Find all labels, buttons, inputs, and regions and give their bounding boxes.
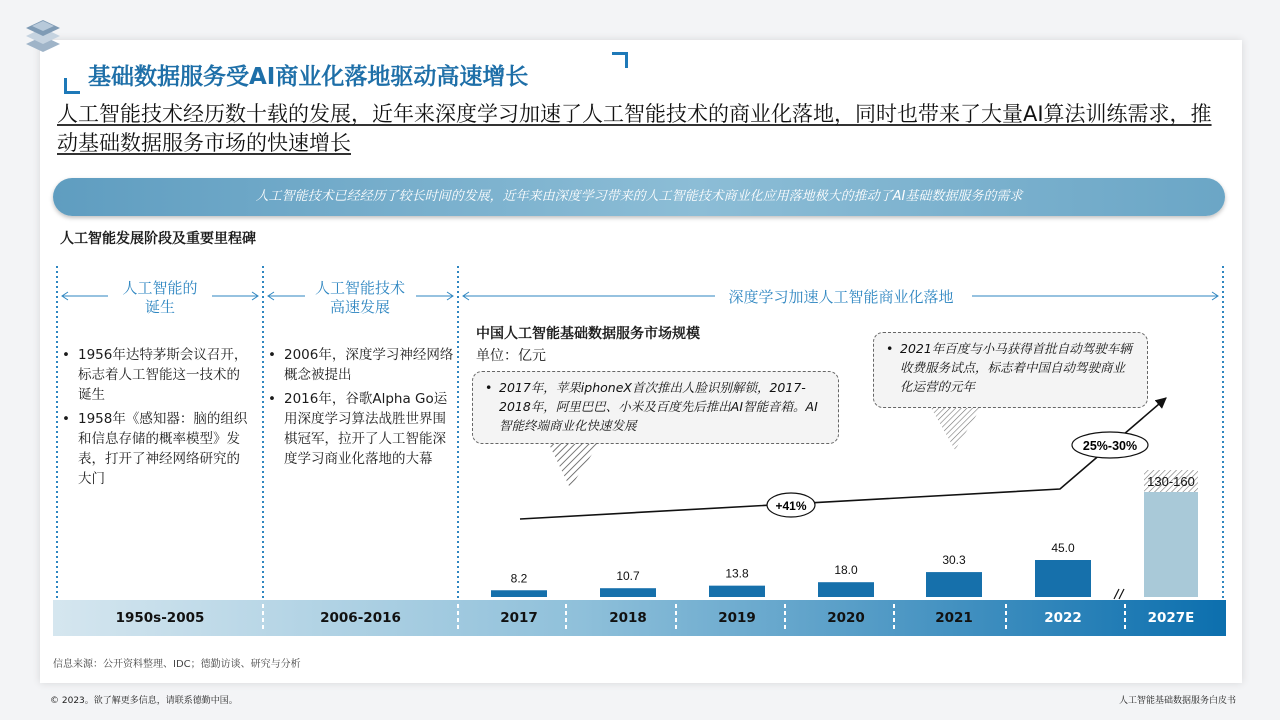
callout-left: • 2017年，苹果iphoneX首次推出人脸识别解锁，2017-2018年，阿里巴巴、小米及百度先后推出AI智能音箱。AI智能终端商业化快速发展 bbox=[472, 371, 839, 444]
bar-value-label: 13.8 bbox=[725, 566, 749, 581]
era-2-label: 人工智能技术 高速发展 bbox=[314, 279, 405, 316]
bar-value-label: 130-160 bbox=[1147, 474, 1195, 489]
footer-doc-title: 人工智能基础数据服务白皮书 bbox=[1118, 696, 1236, 706]
x-tick-label-2018: 2018 bbox=[609, 610, 647, 626]
bar-value-label: 8.2 bbox=[510, 571, 528, 586]
era-3-label: 深度学习加速人工智能商业化落地 bbox=[728, 288, 954, 306]
x-tick-label-2022: 2022 bbox=[1044, 610, 1082, 626]
timeline-label-era1: 1950s-2005 bbox=[115, 610, 205, 626]
bar-value-label: 18.0 bbox=[834, 563, 858, 578]
x-tick-label-2019: 2019 bbox=[718, 610, 756, 626]
bar-value-label: 30.3 bbox=[942, 553, 966, 568]
x-tick-label-2027E: 2027E bbox=[1147, 610, 1195, 626]
page-subtitle: 人工智能技术经历数十载的发展，近年来深度学习加速了人工智能技术的商业化落地，同时也带来了大量AI算法训练需求，推动基础数据服务市场的快速增长 bbox=[57, 102, 1212, 155]
summary-banner: 人工智能技术已经经历了较长时间的发展，近年来由深度学习带来的人工智能技术商业化应用落地极大的推动了AI基础数据服务的需求 bbox=[53, 178, 1225, 216]
x-tick-label-2020: 2020 bbox=[827, 610, 865, 626]
source-note: 信息来源：公开资料整理、IDC；德勤访谈、研究与分析 bbox=[53, 659, 301, 670]
page-title: 基础数据服务受AI商业化落地驱动高速增长 bbox=[88, 64, 529, 90]
list-item: • 1958年《感知器：脑的组织和信息存储的概率模型》发表，打开了神经网络研究的大门 bbox=[62, 409, 252, 489]
list-item: • 2006年，深度学习神经网络概念被提出 bbox=[268, 345, 454, 385]
footer-copyright: © 2023。欲了解更多信息，请联系德勤中国。 bbox=[50, 696, 238, 706]
growth-label-cagr-forecast: 25%-30% bbox=[1082, 439, 1138, 453]
timeline-label-era2: 2006-2016 bbox=[320, 610, 401, 626]
list-item: • 1956年达特茅斯会议召开，标志着人工智能这一技术的诞生 bbox=[62, 345, 252, 405]
chart-title: 中国人工智能基础数据服务市场规模 bbox=[476, 326, 700, 342]
x-tick-label-2017: 2017 bbox=[500, 610, 538, 626]
bar-value-label: 10.7 bbox=[616, 569, 640, 584]
section-label: 人工智能发展阶段及重要里程碑 bbox=[60, 231, 256, 247]
bar-value-label: 45.0 bbox=[1051, 541, 1075, 555]
callout-right: • 2021年百度与小马获得首批自动驾驶车辆收费服务试点，标志着中国自动驾驶商业化运营的元年 bbox=[873, 332, 1148, 408]
chart-unit: 单位：亿元 bbox=[476, 348, 546, 364]
x-tick-label-2021: 2021 bbox=[935, 610, 973, 626]
era-1-label: 人工智能的 诞生 bbox=[122, 279, 198, 316]
list-item: • 2016年，谷歌Alpha Go运用深度学习算法战胜世界围棋冠军，拉开了人工智能深度学习商业化落地的大幕 bbox=[268, 389, 454, 469]
growth-label-cagr-hist: +41% bbox=[775, 499, 807, 513]
